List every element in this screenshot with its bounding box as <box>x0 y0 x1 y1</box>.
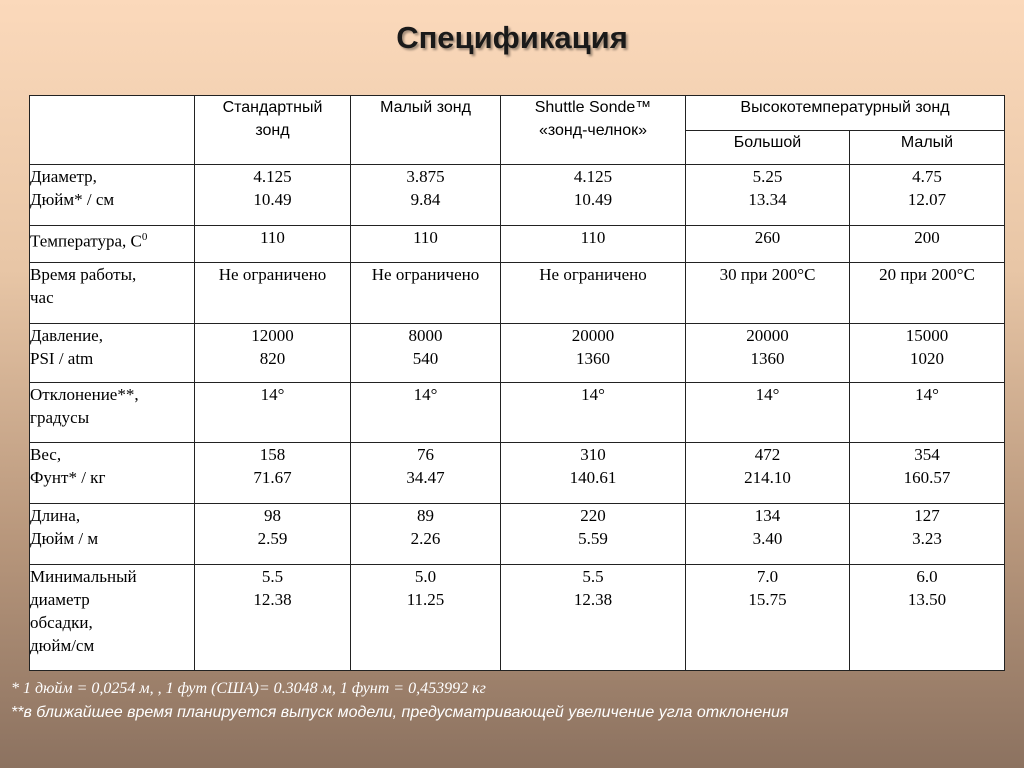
row-label-weight: Вес, Фунт* / кг <box>30 443 195 504</box>
table-cell: 354 160.57 <box>850 443 1005 504</box>
table-cell: 12000 820 <box>195 324 351 383</box>
table-cell: 3.875 9.84 <box>351 165 501 226</box>
table-cell: 7.0 15.75 <box>686 565 850 671</box>
table-cell: 134 3.40 <box>686 504 850 565</box>
table-cell: 110 <box>195 226 351 263</box>
table-cell: 14° <box>501 383 686 443</box>
table-cell: 76 34.47 <box>351 443 501 504</box>
table-cell: 127 3.23 <box>850 504 1005 565</box>
table-cell: Не ограничено <box>351 263 501 324</box>
table-cell: 110 <box>351 226 501 263</box>
row-label-min-casing-diameter: Минимальный диаметр обсадки, дюйм/см <box>30 565 195 671</box>
table-cell: 5.25 13.34 <box>686 165 850 226</box>
header-high-temp-large: Большой <box>686 131 850 165</box>
table-cell: 98 2.59 <box>195 504 351 565</box>
table-cell: Не ограничено <box>195 263 351 324</box>
footnote-units: * 1 дюйм = 0,0254 м, , 1 фут (США)= 0.3048 м, 1 фунт = 0,453992 кг <box>11 680 486 697</box>
table-cell: 30 при 200°С <box>686 263 850 324</box>
table-cell: 4.125 10.49 <box>195 165 351 226</box>
table-cell: 200 <box>850 226 1005 263</box>
table-cell: 5.0 11.25 <box>351 565 501 671</box>
row-label-temperature: Температура, $С^0$ <box>30 226 195 263</box>
table-row <box>30 565 1005 671</box>
table-cell: 14° <box>850 383 1005 443</box>
table-row <box>30 165 1005 226</box>
table-cell: 20 при 200°С <box>850 263 1005 324</box>
table-cell: 20000 1360 <box>686 324 850 383</box>
header-empty-cell <box>30 96 195 165</box>
table-row <box>30 443 1005 504</box>
table-cell: 110 <box>501 226 686 263</box>
table-cell: 8000 540 <box>351 324 501 383</box>
table-cell: Не ограничено <box>501 263 686 324</box>
table-cell: 5.5 12.38 <box>501 565 686 671</box>
table-cell: 5.5 12.38 <box>195 565 351 671</box>
table-row <box>30 263 1005 324</box>
table-cell: 4.125 10.49 <box>501 165 686 226</box>
table-cell: 260 <box>686 226 850 263</box>
table-cell: 89 2.26 <box>351 504 501 565</box>
table-row <box>30 226 1005 263</box>
table-cell: 472 214.10 <box>686 443 850 504</box>
row-label-diameter: Диаметр, Дюйм* / см <box>30 165 195 226</box>
row-label-deviation: Отклонение**, градусы <box>30 383 195 443</box>
page-title: Спецификация <box>396 20 628 55</box>
header-small-probe: Малый зонд <box>351 96 501 165</box>
row-label-operating-time: Время работы, час <box>30 263 195 324</box>
table-cell: 310 140.61 <box>501 443 686 504</box>
header-high-temp-group: Высокотемпературный зонд <box>686 96 1005 131</box>
footnote-deviation: **в ближайшее время планируется выпуск модели, предусматривающей увеличение угла отклонения <box>11 704 789 721</box>
row-label-length: Длина, Дюйм / м <box>30 504 195 565</box>
table-cell: 220 5.59 <box>501 504 686 565</box>
table-row <box>30 324 1005 383</box>
table-cell: 14° <box>195 383 351 443</box>
table-row <box>30 383 1005 443</box>
table-cell: 158 71.67 <box>195 443 351 504</box>
table-cell: 4.75 12.07 <box>850 165 1005 226</box>
header-high-temp-small: Малый <box>850 131 1005 165</box>
table-row <box>30 504 1005 565</box>
table-cell: 20000 1360 <box>501 324 686 383</box>
table-cell: 15000 1020 <box>850 324 1005 383</box>
header-standard-probe: Стандартный зонд <box>195 96 351 165</box>
specification-table <box>29 95 1005 671</box>
table-cell: 14° <box>351 383 501 443</box>
table-cell: 14° <box>686 383 850 443</box>
row-label-pressure: Давление, PSI / atm <box>30 324 195 383</box>
table-cell: 6.0 13.50 <box>850 565 1005 671</box>
header-shuttle-sonde: Shuttle Sonde™ «зонд-челнок» <box>501 96 686 165</box>
